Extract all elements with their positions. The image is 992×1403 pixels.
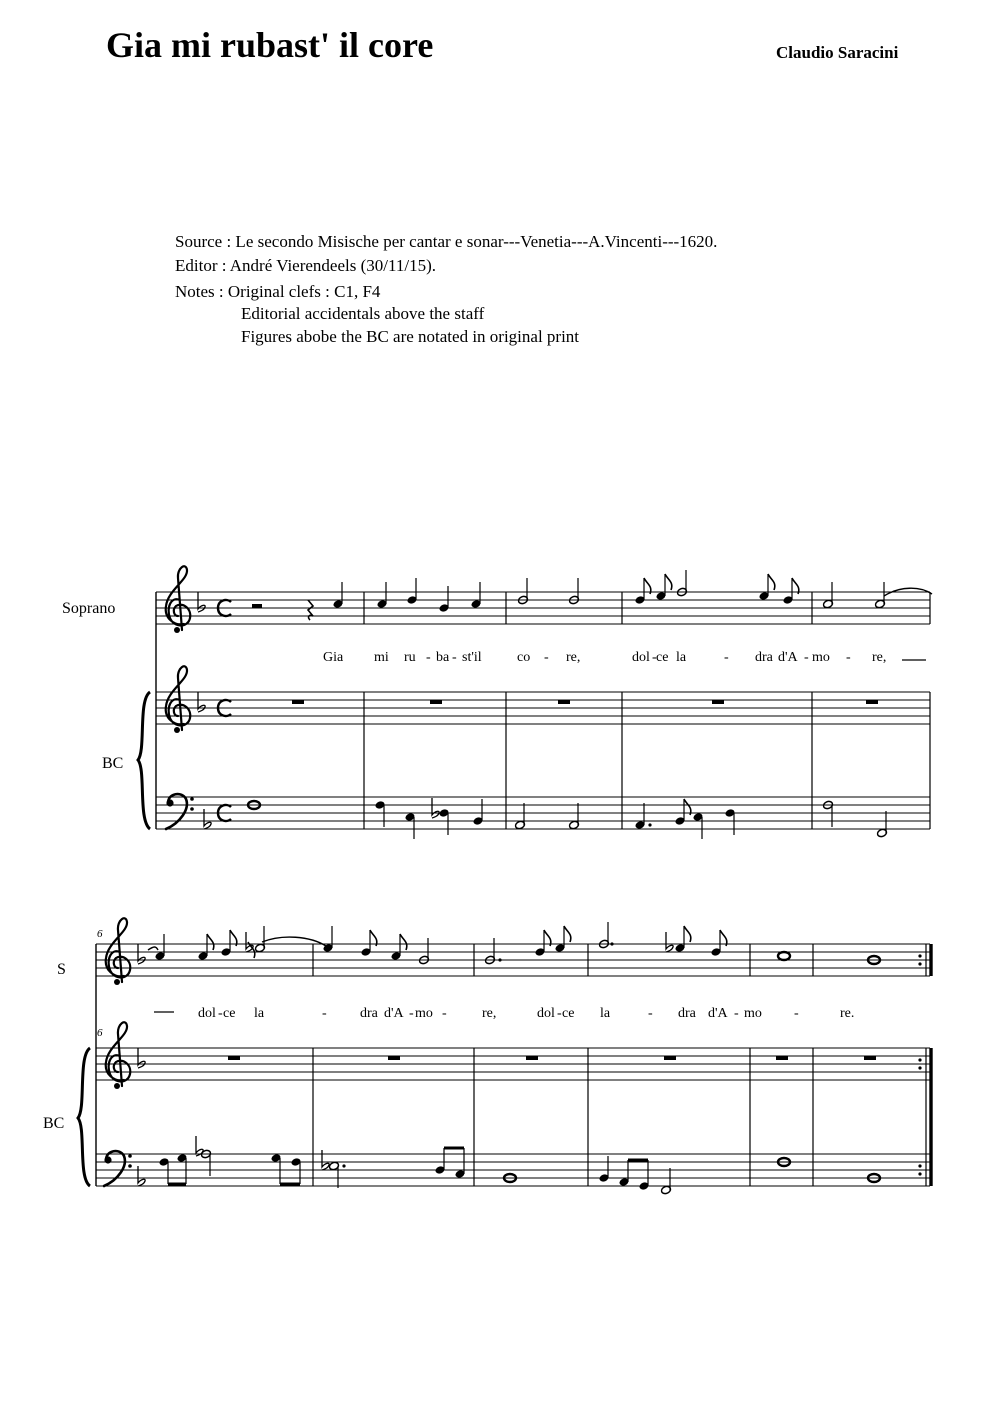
lyric-syllable: la (676, 650, 687, 665)
bass-note (177, 1153, 188, 1184)
note (361, 930, 377, 957)
lyric-syllable: d'A (384, 1006, 404, 1021)
flat-icon (138, 1048, 145, 1068)
system-1 (62, 566, 932, 839)
svg-text:-: - (218, 1006, 223, 1021)
bass-note (291, 1157, 302, 1184)
soprano-label: Soprano (62, 600, 116, 617)
note (711, 930, 727, 957)
measure-number: 6 (97, 928, 103, 940)
flat-icon (246, 932, 253, 952)
lyric-syllable: dra (360, 1006, 378, 1021)
bc-treble-staff (156, 692, 930, 724)
bass-note (435, 1148, 446, 1175)
half-rest (252, 604, 262, 608)
lyric-syllable: ce (223, 1006, 236, 1021)
notes-line-3: Figures abobe the BC are notated in original print (241, 327, 580, 346)
bass-note (675, 799, 691, 826)
flat-icon (666, 932, 673, 952)
note (333, 582, 344, 609)
bass-clef-icon (166, 794, 194, 829)
svg-text:-: - (804, 650, 809, 665)
note (569, 578, 580, 605)
flat-icon (432, 798, 439, 818)
note (677, 570, 688, 597)
note (419, 938, 430, 965)
bass-note (439, 808, 450, 835)
note (635, 578, 651, 605)
notes-line: Notes : Original clefs : C1, F4 (175, 282, 381, 301)
repeat-barline (918, 944, 931, 1186)
note (391, 934, 407, 961)
notes-line-2: Editorial accidentals above the staff (241, 304, 485, 323)
bass-note (823, 800, 834, 827)
flat-icon (138, 944, 145, 964)
quarter-rest (308, 600, 313, 620)
bass-note (725, 808, 736, 835)
lyric-syllable: ru (404, 650, 416, 665)
bass-note (201, 1149, 212, 1176)
bass-note (271, 1153, 282, 1184)
note (221, 930, 237, 957)
lyric-syllable: re. (840, 1006, 855, 1021)
note (759, 574, 775, 601)
lyrics-system-1 (323, 650, 926, 665)
note (518, 578, 529, 605)
lyric-syllable: la (254, 1006, 265, 1021)
barlines-system-1 (364, 592, 930, 829)
flat-icon (198, 592, 205, 612)
bass-note (159, 1157, 170, 1184)
bass-note (639, 1160, 650, 1191)
barlines-system-2 (313, 944, 813, 1186)
lyric-syllable: dol (632, 650, 650, 665)
note (439, 586, 450, 613)
bass-clef-icon (104, 1151, 132, 1186)
lyric-syllable: re, (566, 650, 581, 665)
lyric-syllable: re, (872, 650, 887, 665)
note (471, 582, 482, 609)
svg-text:-: - (794, 1006, 799, 1021)
lyrics-system-2 (154, 1006, 854, 1021)
note (255, 926, 266, 953)
note (485, 938, 502, 965)
soprano-staff (156, 592, 930, 624)
bass-note (619, 1160, 630, 1187)
lyric-syllable: mo (812, 650, 830, 665)
svg-text:-: - (557, 1006, 562, 1021)
flat-icon (204, 809, 211, 829)
editor-line: Editor : André Vierendeels (30/11/15). (175, 256, 437, 275)
bass-note (375, 800, 386, 827)
lyric-syllable: ce (656, 650, 669, 665)
source-line: Source : Le secondo Misische per cantar e sonar---Venetia---A.Vincenti---1620. (175, 232, 718, 251)
bass-note (599, 1156, 610, 1183)
bass-note (635, 803, 652, 830)
composer-name: Claudio Saracini (776, 43, 899, 62)
bass-note (405, 812, 416, 839)
note (778, 952, 790, 960)
lyric-syllable: ba (436, 650, 450, 665)
soprano-label: S (57, 961, 66, 978)
lyric-syllable: mo (415, 1006, 433, 1021)
lyric-syllable: d'A (708, 1006, 728, 1021)
flat-icon (322, 1150, 329, 1170)
note (555, 926, 571, 953)
lyric-syllable: dol (537, 1006, 555, 1021)
svg-text:-: - (652, 650, 657, 665)
note (323, 926, 334, 953)
system-2 (43, 918, 931, 1194)
svg-text:-: - (724, 650, 729, 665)
bass-note (329, 1161, 346, 1188)
bass-note (455, 1148, 466, 1179)
svg-text:-: - (409, 1006, 414, 1021)
bc-brace (138, 692, 150, 829)
lyric-syllable: mi (374, 650, 389, 665)
lyric-syllable: Gia (323, 650, 344, 665)
note (198, 934, 214, 961)
measure-number: 6 (97, 1027, 103, 1039)
note (599, 922, 614, 949)
svg-text:-: - (322, 1006, 327, 1021)
bass-note (693, 812, 704, 839)
bass-note (569, 803, 580, 830)
note (823, 582, 834, 609)
bass-note (661, 1168, 672, 1195)
svg-text:-: - (426, 650, 431, 665)
lyric-syllable: co (517, 650, 531, 665)
lyric-syllable: mo (744, 1006, 762, 1021)
svg-text:-: - (442, 1006, 447, 1021)
bc-label: BC (102, 755, 124, 772)
lyric-syllable: st'il (462, 650, 482, 665)
note (377, 582, 388, 609)
flat-icon (138, 1166, 145, 1186)
note (656, 574, 672, 601)
lyric-syllable: ce (562, 1006, 575, 1021)
flat-icon (198, 692, 205, 712)
whole-rests (292, 700, 878, 704)
svg-text:-: - (544, 650, 549, 665)
soprano-staff (96, 944, 930, 976)
lyric-syllable: dra (678, 1006, 696, 1021)
bass-note (515, 803, 526, 830)
lyric-syllable: re, (482, 1006, 497, 1021)
piece-title: Gia mi rubast' il core (106, 25, 434, 65)
bass-note (877, 811, 888, 838)
note (783, 578, 799, 605)
lyric-syllable: dra (755, 650, 773, 665)
bc-brace (78, 1048, 90, 1186)
bc-treble-staff (96, 1048, 930, 1080)
lyric-syllable: la (600, 1006, 611, 1021)
svg-text:-: - (846, 650, 851, 665)
note (407, 578, 418, 605)
note (535, 930, 551, 957)
whole-rests (228, 1056, 876, 1060)
bass-note (473, 799, 484, 826)
svg-text:-: - (452, 650, 457, 665)
bc-bass-staff (156, 797, 930, 829)
lyric-syllable: dol (198, 1006, 216, 1021)
lyric-syllable: d'A (778, 650, 798, 665)
note (675, 926, 691, 953)
svg-text:-: - (734, 1006, 739, 1021)
svg-text:-: - (648, 1006, 653, 1021)
bc-label: BC (43, 1115, 65, 1132)
